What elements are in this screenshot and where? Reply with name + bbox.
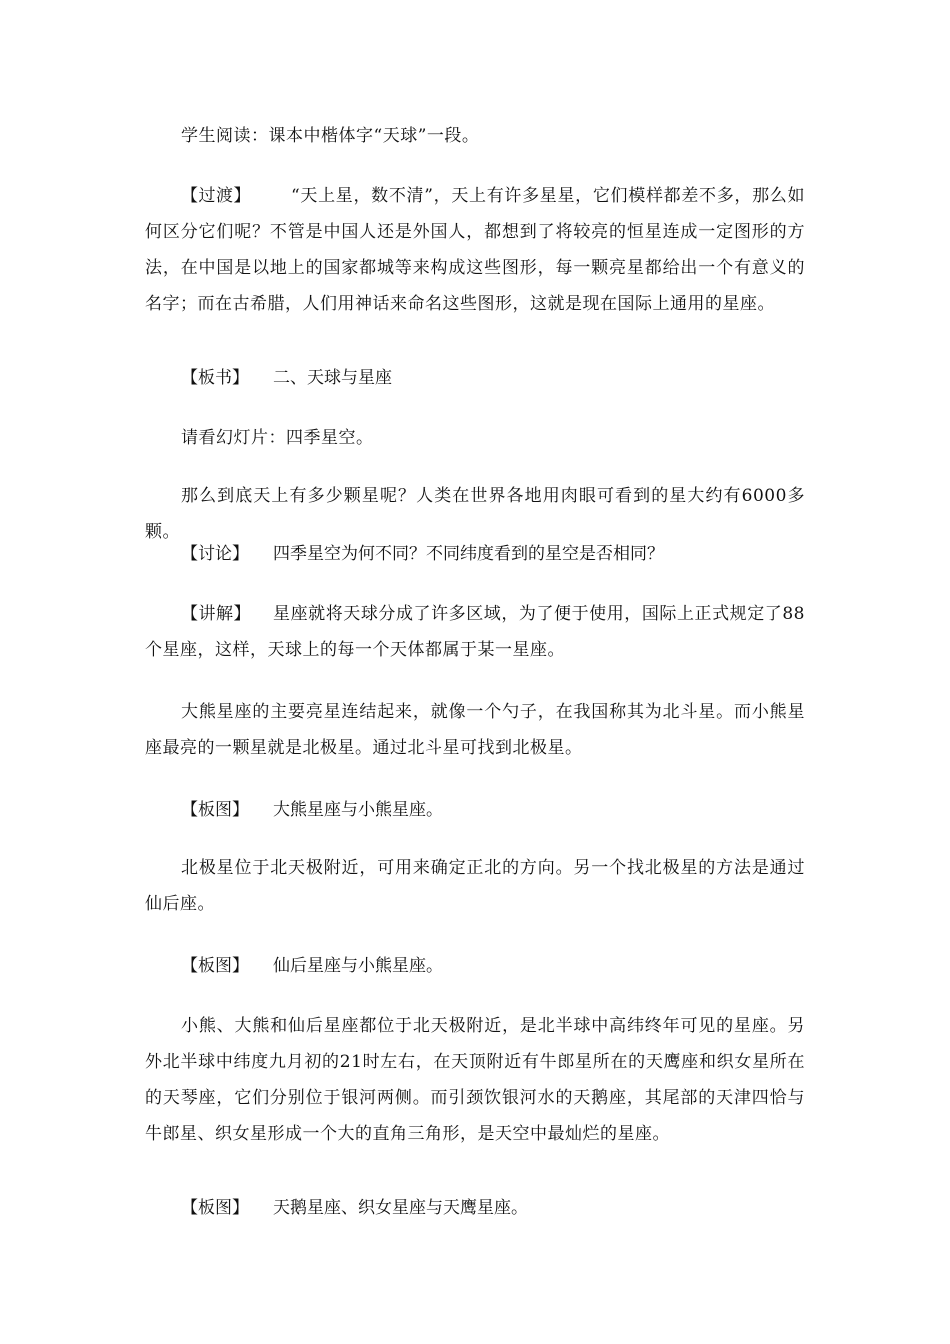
paragraph-board-writing [145, 360, 805, 396]
board-figure-1-text: 大熊星座与小熊星座。 [273, 800, 443, 820]
paragraph-transition [145, 178, 805, 322]
board-figure-2-text: 仙后星座与小熊星座。 [273, 956, 443, 976]
tag-transition: 【过渡】 [181, 186, 251, 206]
paragraph-board-figure-1 [145, 792, 805, 828]
paragraph-explanation [145, 596, 805, 668]
paragraph-polaris: 北极星位于北天极附近，可用来确定正北的方向。另一个找北极星的方法是通过仙后座。 [145, 858, 805, 914]
tag-discussion: 【讨论】 [181, 544, 249, 564]
paragraph-board-figure-3 [145, 1190, 805, 1226]
paragraph-discussion [145, 536, 805, 572]
tag-board-figure-1: 【板图】 [181, 800, 249, 820]
board-figure-3-text: 天鹅星座、织女星座与天鹰星座。 [273, 1198, 528, 1218]
paragraph-board-figure-2 [145, 948, 805, 984]
tag-board-writing: 【板书】 [181, 368, 249, 388]
explanation-text: 星座就将天球分成了许多区域，为了便于使用，国际上正式规定了88个星座，这样，天球上的每一个天体都属于某一星座。 [145, 604, 805, 660]
paragraph-star-count: 那么到底天上有多少颗星呢？人类在世界各地用肉眼可看到的星大约有6000多颗。 [145, 486, 805, 542]
tag-board-figure-3: 【板图】 [181, 1198, 249, 1218]
tag-explanation: 【讲解】 [181, 604, 251, 624]
paragraph-student-reading: 学生阅读：课本中楷体字“天球”一段。 [181, 126, 480, 146]
board-writing-text: 二、天球与星座 [273, 368, 392, 388]
paragraph-slides: 请看幻灯片：四季星空。 [181, 428, 374, 448]
paragraph-summer-triangle: 小熊、大熊和仙后星座都位于北天极附近，是北半球中高纬终年可见的星座。另外北半球中纬度九月初的21时左右，在天顶附近有牛郎星所在的天鹰座和织女星所在的天琴座，它们分别位于银河两侧。而引颈饮银河水的天鹅座，其尾部的天津四恰与牛郎星、织女星形成一个大的直角三角形，是天空中最灿烂的星座。 [145, 1016, 805, 1144]
discussion-text: 四季星空为何不同？不同纬度看到的星空是否相同？ [273, 544, 664, 564]
transition-text: “天上星，数不清”，天上有许多星星，它们模样都差不多，那么如何区分它们呢？不管是中国人还是外国人，都想到了将较亮的恒星连成一定图形的方法，在中国是以地上的国家都城等来构成这些图形，每一颗亮星都给出一个有意义的名字；而在古希腊，人们用神话来命名这些图形，这就是现在国际上通用的星座。 [145, 186, 805, 314]
paragraph-big-dipper: 大熊星座的主要亮星连结起来，就像一个勺子，在我国称其为北斗星。而小熊星座最亮的一颗星就是北极星。通过北斗星可找到北极星。 [145, 702, 805, 758]
tag-board-figure-2: 【板图】 [181, 956, 249, 976]
